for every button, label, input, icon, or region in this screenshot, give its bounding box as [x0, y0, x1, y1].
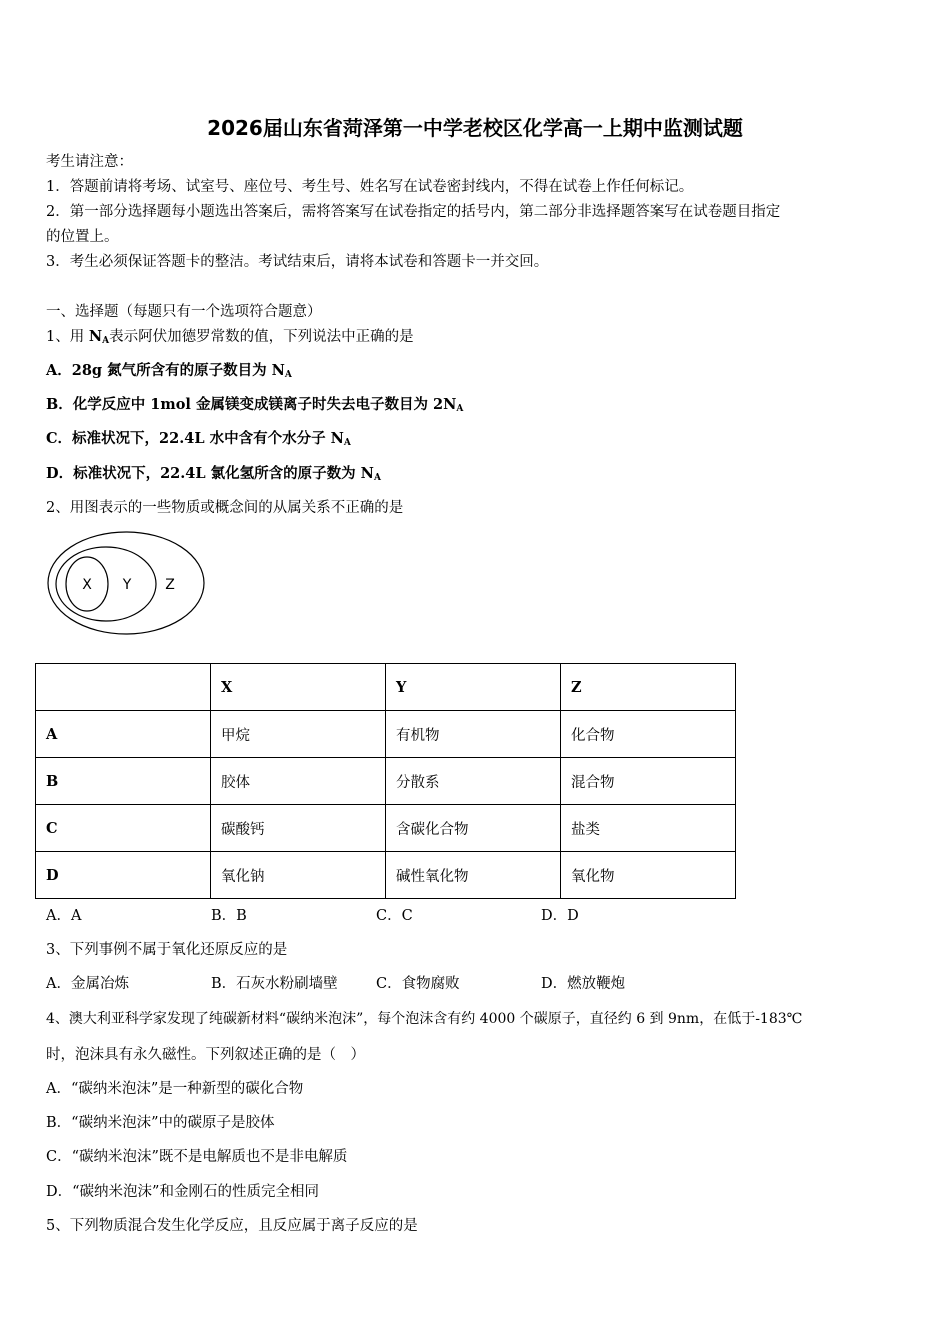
- table-cell: 有机物: [386, 711, 561, 758]
- question-2-option-a[interactable]: A．A: [46, 908, 82, 924]
- question-3-option-a[interactable]: A．金属冶炼: [46, 976, 129, 992]
- question-1-option-b[interactable]: B．化学反应中 1mol 金属镁变成镁离子时失去电子数目为 $2N_A$: [46, 396, 464, 414]
- table-header-cell: Y: [386, 664, 561, 711]
- table-cell: 混合物: [561, 758, 736, 805]
- table-header-cell: Z: [561, 664, 736, 711]
- question-5-stem: 5、下列物质混合发生化学反应，且反应属于离子反应的是: [46, 1218, 418, 1234]
- question-4-option-b[interactable]: B．“碳纳米泡沫”中的碳原子是胶体: [46, 1115, 275, 1131]
- venn-label-y: Y: [122, 577, 132, 593]
- question-1-option-c[interactable]: C．标准状况下，22.4L 水中含有个水分子 $N_A$: [46, 430, 351, 448]
- question-1-stem: 1、用 $N_A$表示阿伏加德罗常数的值，下列说法中正确的是: [46, 328, 414, 346]
- venn-middle-ellipse: [56, 547, 156, 621]
- question-2-stem: 2、用图表示的一些物质或概念间的从属关系不正确的是: [46, 500, 404, 516]
- table-header-row: [36, 664, 736, 711]
- question-2-option-d[interactable]: D．D: [541, 908, 579, 924]
- question-4-stem-line2: 时，泡沫具有永久磁性。下列叙述正确的是（ ）: [46, 1047, 365, 1063]
- table-header-cell: X: [211, 664, 386, 711]
- notice-heading: 考生请注意：: [46, 154, 133, 170]
- question-2-option-b[interactable]: B．B: [211, 908, 247, 924]
- notice-item: 1．答题前请将考场、试室号、座位号、考生号、姓名写在试卷密封线内，不得在试卷上作任何标记。: [46, 179, 694, 195]
- notice-item: 2．第一部分选择题每小题选出答案后，需将答案写在试卷指定的括号内，第二部分非选择题答案写在试卷题目指定: [46, 204, 781, 220]
- table-row: [36, 805, 736, 852]
- question-4-option-c[interactable]: C．“碳纳米泡沫”既不是电解质也不是非电解质: [46, 1149, 348, 1165]
- table-cell: B: [36, 758, 211, 805]
- table-cell: A: [36, 711, 211, 758]
- table-cell: 化合物: [561, 711, 736, 758]
- notice-item: 3．考生必须保证答题卡的整洁。考试结束后，请将本试卷和答题卡一并交回。: [46, 254, 549, 270]
- question-1-option-a[interactable]: A．28g 氮气所含有的原子数目为 $N_A$: [46, 362, 292, 380]
- table-cell: 甲烷: [211, 711, 386, 758]
- section-heading: 一、选择题（每题只有一个选项符合题意）: [46, 304, 322, 320]
- table-cell: D: [36, 852, 211, 899]
- question-4-stem-line1: 4、澳大利亚科学家发现了纯碳新材料“碳纳米泡沫”，每个泡沫含有约 4000 个碳原子，直径约 6 到 9nm，在低于-183℃: [46, 1011, 803, 1027]
- venn-diagram: [44, 528, 214, 638]
- table-row: [36, 852, 736, 899]
- notice-item: 的位置上。: [46, 229, 119, 245]
- table-cell: 含碳化合物: [386, 805, 561, 852]
- table-cell: 胶体: [211, 758, 386, 805]
- answer-table: [35, 663, 736, 899]
- question-1-option-d[interactable]: D．标准状况下，22.4L 氯化氢所含的原子数为 $N_A$: [46, 465, 381, 483]
- question-3-option-c[interactable]: C．食物腐败: [376, 976, 460, 992]
- venn-label-x: X: [82, 577, 92, 593]
- question-4-option-a[interactable]: A．“碳纳米泡沫”是一种新型的碳化合物: [46, 1081, 304, 1097]
- page-title: 2026届山东省菏泽第一中学老校区化学高一上期中监测试题: [207, 116, 743, 140]
- table-cell: 氧化钠: [211, 852, 386, 899]
- question-2-option-c[interactable]: C．C: [376, 908, 413, 924]
- table-row: [36, 711, 736, 758]
- venn-label-z: Z: [165, 577, 175, 593]
- table-cell: 盐类: [561, 805, 736, 852]
- table-cell: C: [36, 805, 211, 852]
- table-cell: 分散系: [386, 758, 561, 805]
- table-cell: 碱性氧化物: [386, 852, 561, 899]
- table-row: [36, 758, 736, 805]
- table-header-cell: [36, 664, 211, 711]
- question-3-option-b[interactable]: B．石灰水粉刷墙壁: [211, 976, 338, 992]
- question-3-option-d[interactable]: D．燃放鞭炮: [541, 976, 626, 992]
- question-4-option-d[interactable]: D．“碳纳米泡沫”和金刚石的性质完全相同: [46, 1184, 319, 1200]
- table-cell: 氧化物: [561, 852, 736, 899]
- question-3-stem: 3、下列事例不属于氧化还原反应的是: [46, 942, 288, 958]
- table-cell: 碳酸钙: [211, 805, 386, 852]
